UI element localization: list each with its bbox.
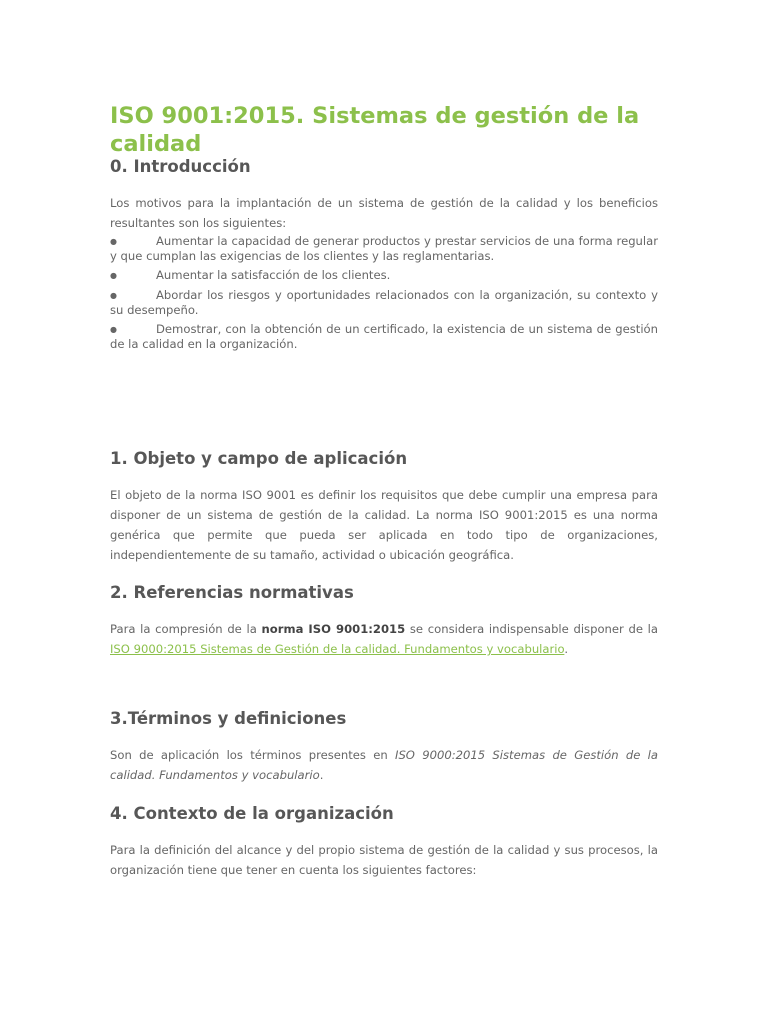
- bullet-icon: ●: [110, 237, 117, 246]
- intro-bullet-list: [110, 234, 658, 356]
- heading-referencias: 2. Referencias normativas: [110, 583, 354, 602]
- heading-objeto: 1. Objeto y campo de aplicación: [110, 449, 408, 468]
- norma-bold: norma ISO 9001:2015: [261, 622, 406, 636]
- terminos-paragraph: Son de aplicación los términos presentes en ISO 9000:2015 Sistemas de Gestión de la calidad. Fundamentos y vocabulario.: [110, 748, 658, 782]
- list-item: ● Aumentar la capacidad de generar productos y prestar servicios de una forma regular y que cumplan las exigencias de los clientes y las reglamentarias.: [110, 234, 658, 263]
- contexto-paragraph: Para la definición del alcance y del propio sistema de gestión de la calidad y sus procesos, la organización tiene que tener en cuenta los siguientes factores:: [110, 843, 658, 877]
- heading-introduccion: 0. Introducción: [110, 157, 251, 176]
- bullet-icon: ●: [110, 291, 117, 300]
- list-item: ● Aumentar la satisfacción de los clientes.: [110, 268, 391, 282]
- bullet-icon: ●: [110, 271, 117, 280]
- objeto-paragraph: El objeto de la norma ISO 9001 es definir los requisitos que debe cumplir una empresa para disponer de un sistema de gestión de la calidad. La norma ISO 9001:2015 es una norma genérica que permite que pueda ser aplicada en todo tipo de organizaciones, independientemente de su tamaño, actividad o ubicación geográfica.: [110, 488, 658, 562]
- heading-terminos: 3.Términos y definiciones: [110, 709, 347, 728]
- list-item: ● Demostrar, con la obtención de un certificado, la existencia de un sistema de gestión de la calidad en la organización.: [110, 322, 658, 351]
- list-item: ● Abordar los riesgos y oportunidades relacionados con la organización, su contexto y su desempeño.: [110, 288, 658, 317]
- document-title: ISO 9001:2015. Sistemas de gestión de la calidad: [110, 103, 640, 157]
- bullet-icon: ●: [110, 325, 117, 334]
- referencias-paragraph: Para la compresión de la norma ISO 9001:2015 se considera indispensable disponer de la ISO 9000:2015 Sistemas de Gestión de la calidad. Fundamentos y vocabulario.: [110, 622, 659, 656]
- iso-9000-link[interactable]: ISO 9000:2015 Sistemas de Gestión de la calidad. Fundamentos y vocabulario: [110, 642, 565, 656]
- heading-contexto: 4. Contexto de la organización: [110, 804, 394, 823]
- intro-paragraph: Los motivos para la implantación de un sistema de gestión de la calidad y los beneficios resultantes son los siguientes:: [110, 196, 658, 230]
- iso-9000-italic: ISO 9000:2015 Sistemas de Gestión de la calidad. Fundamentos y vocabulario: [110, 748, 658, 782]
